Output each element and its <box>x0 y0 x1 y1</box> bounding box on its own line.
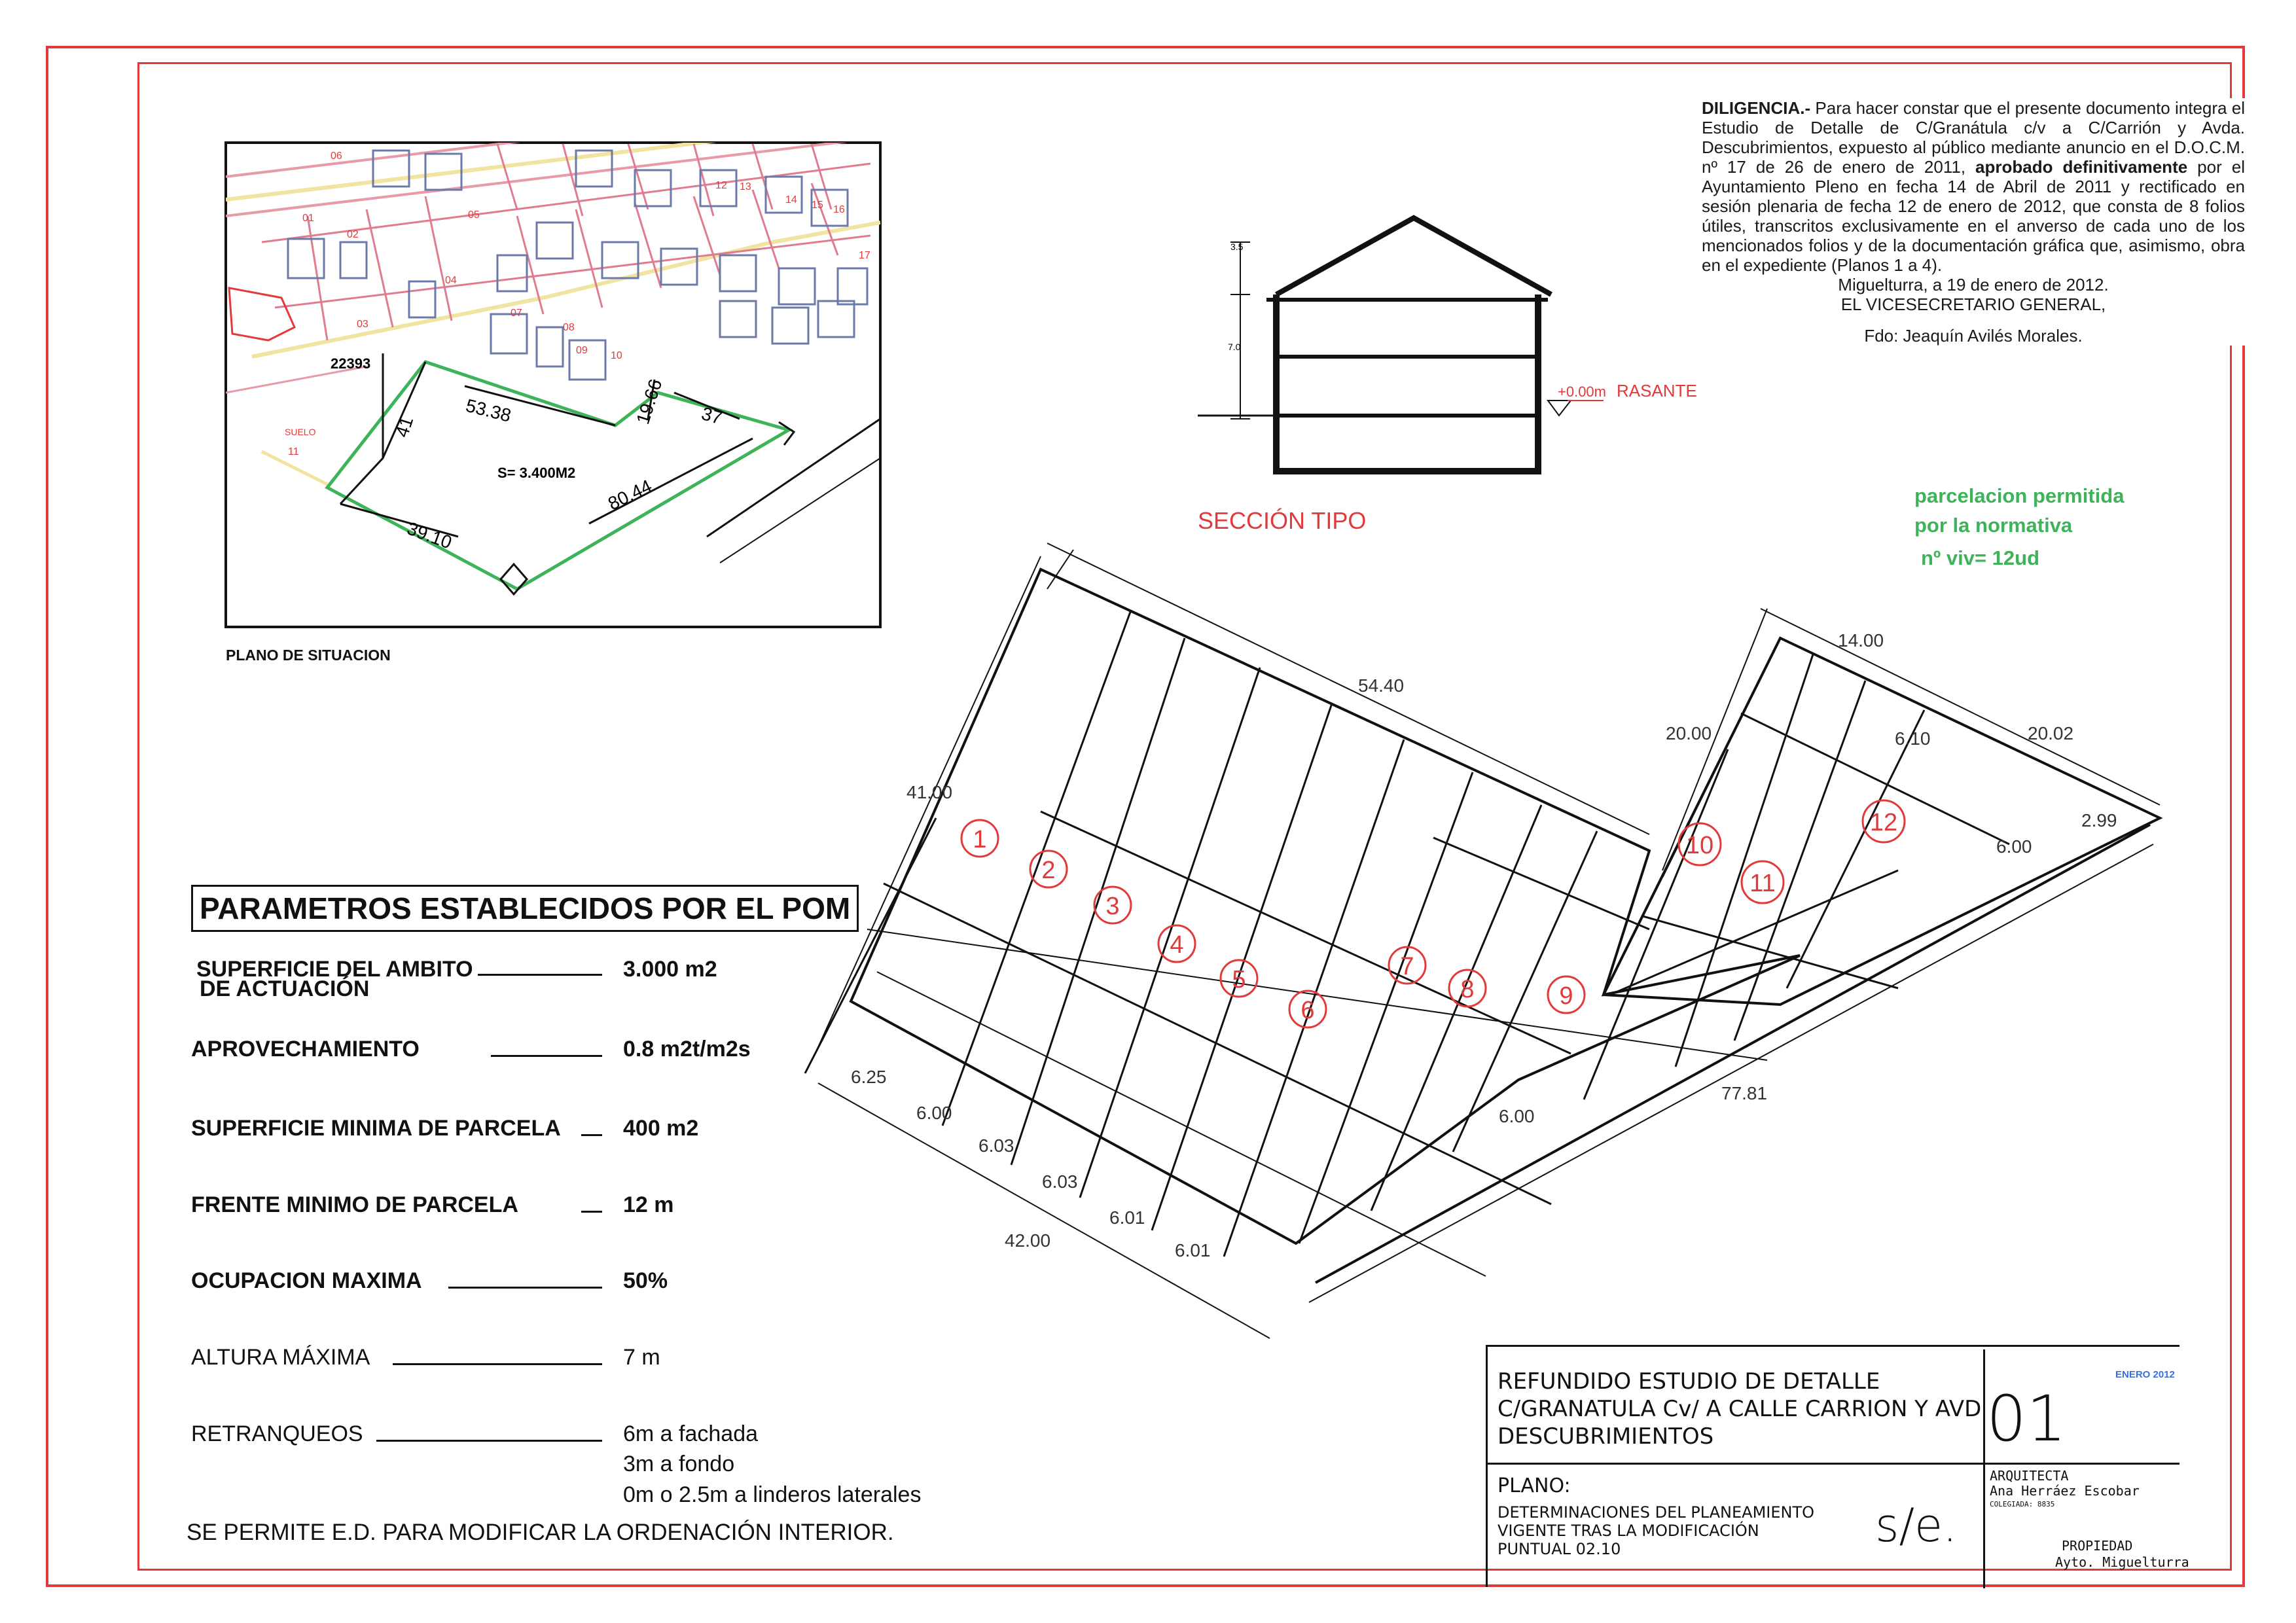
svg-text:12: 12 <box>715 180 727 191</box>
title-block-vline <box>1983 1349 1985 1588</box>
dim-wing-mid: 6.10 <box>1895 728 1931 749</box>
drawing-scale: s/e. <box>1875 1499 1958 1552</box>
project-line-3: DESCUBRIMIENTOS <box>1498 1423 1714 1450</box>
dim-front-6: 6.01 <box>1175 1240 1211 1260</box>
svg-text:9: 9 <box>1559 982 1573 1010</box>
dim-front-2: 6.00 <box>916 1103 952 1123</box>
normativa-line-3: nº viv= 12ud <box>1921 546 2040 569</box>
svg-text:11: 11 <box>288 446 299 457</box>
plan-dimensions <box>851 630 2117 1260</box>
plano-label: PLANO: <box>1498 1474 1571 1497</box>
param-leader-7 <box>376 1440 602 1442</box>
project-line-1: REFUNDIDO ESTUDIO DE DETALLE <box>1498 1368 1880 1395</box>
svg-text:11: 11 <box>1749 870 1776 897</box>
param-label-ocupacion: OCUPACION MAXIMA <box>191 1268 422 1293</box>
lot-8 <box>1449 970 1486 1007</box>
sheet-date: ENERO 2012 <box>2115 1369 2175 1380</box>
svg-text:08: 08 <box>563 322 575 333</box>
dim-front-5: 6.01 <box>1109 1207 1145 1228</box>
diligencia-text-1: Para hacer constar que el presente documento integra el Estudio de Detalle de C/Granátula c/v a C/Carrión y Avda. Descubrimientos, expuesto al público mediante anuncio en el D.O.C.M. nº 17 de 26 de enero de 2011, <box>1702 98 2245 177</box>
plano-line-2: VIGENTE TRAS LA MODIFICACIÓN <box>1498 1522 1759 1540</box>
svg-text:01: 01 <box>302 213 314 224</box>
subdivision-plan <box>805 543 2160 1338</box>
diligencia-approved: aprobado definitivamente <box>1975 157 2188 177</box>
svg-text:03: 03 <box>357 319 368 330</box>
diligencia-signature: Fdo: Jeaquín Avilés Morales. <box>1864 326 2083 346</box>
dim-inner: 6.00 <box>1499 1106 1535 1126</box>
param-label-aprovechamiento: APROVECHAMIENTO <box>191 1037 420 1061</box>
architect-name: Ana Herráez Escobar <box>1990 1483 2140 1499</box>
param-value-retranqueos-3: 0m o 2.5m a linderos laterales <box>623 1482 922 1507</box>
svg-text:05: 05 <box>468 209 480 221</box>
situation-map <box>226 98 880 627</box>
lot-1 <box>961 820 998 857</box>
lot-11 <box>1742 861 1784 903</box>
parcel-id-label: 22393 <box>331 355 371 372</box>
dim-left: 41.00 <box>906 782 953 802</box>
svg-text:06: 06 <box>331 151 342 162</box>
section-rasante-level: +0.00m <box>1558 383 1606 400</box>
lot-6 <box>1289 991 1326 1027</box>
project-line-2: C/GRANATULA Cv/ A CALLE CARRION Y AVD <box>1498 1396 1982 1422</box>
param-label-superficie: SUPERFICIE DEL AMBITO <box>196 957 473 982</box>
situation-map-caption: PLANO DE SITUACION <box>226 647 391 664</box>
param-value-retranqueos-2: 3m a fondo <box>623 1452 735 1476</box>
dim-front-1: 6.25 <box>851 1067 887 1087</box>
param-value-superficie-minima: 400 m2 <box>623 1116 699 1141</box>
lot-4 <box>1158 925 1195 962</box>
param-label-superficie-minima: SUPERFICIE MINIMA DE PARCELA <box>191 1116 561 1141</box>
svg-text:4: 4 <box>1170 931 1184 959</box>
lot-7 <box>1389 947 1426 984</box>
dim-bottom: 42.00 <box>1005 1230 1051 1251</box>
param-leader-6 <box>393 1363 602 1365</box>
normativa-line-1: parcelacion permitida <box>1914 484 2125 507</box>
dim-right-bottom: 77.81 <box>1721 1083 1768 1103</box>
lot-5 <box>1221 960 1257 997</box>
param-leader-5 <box>448 1287 602 1289</box>
param-label-superficie-2: DE ACTUACIÓN <box>200 976 370 1001</box>
param-leader-2 <box>491 1055 602 1057</box>
lot-number-circles <box>961 800 1905 1027</box>
situation-map-frame <box>226 143 880 627</box>
param-value-superficie: 3.000 m2 <box>623 957 717 982</box>
svg-text:09: 09 <box>576 345 588 356</box>
dim-37: 37 <box>699 402 725 429</box>
svg-text:04: 04 <box>445 275 457 286</box>
svg-text:3: 3 <box>1105 893 1120 920</box>
diligencia-lead: DILIGENCIA.- <box>1702 98 1811 118</box>
owner-label: PROPIEDAD <box>2062 1538 2133 1554</box>
lot-10 <box>1679 823 1721 865</box>
param-value-ocupacion: 50% <box>623 1268 668 1293</box>
svg-text:SUELO: SUELO <box>285 427 316 437</box>
sheet-number: 01 <box>1986 1382 2067 1455</box>
section-rasante-label: RASANTE <box>1617 381 1697 401</box>
param-value-aprovechamiento: 0.8 m2t/m2s <box>623 1037 751 1061</box>
param-leader-4 <box>581 1211 602 1213</box>
ordenacion-note: SE PERMITE E.D. PARA MODIFICAR LA ORDENACIÓN INTERIOR. <box>187 1520 894 1545</box>
svg-text:12: 12 <box>1869 809 1898 836</box>
svg-text:16: 16 <box>833 204 845 215</box>
svg-text:1: 1 <box>973 826 987 853</box>
svg-text:10: 10 <box>611 350 622 361</box>
svg-text:7: 7 <box>1400 953 1414 980</box>
svg-text:17: 17 <box>859 250 870 261</box>
dim-top: 54.40 <box>1358 675 1405 696</box>
svg-text:10: 10 <box>1685 832 1714 859</box>
svg-text:14: 14 <box>785 194 797 205</box>
dim-front-4: 6.03 <box>1042 1171 1078 1192</box>
architect-colegiada: COLEGIADA: 8835 <box>1990 1500 2055 1508</box>
owner-name: Ayto. Miguelturra <box>2055 1554 2189 1570</box>
svg-text:15: 15 <box>812 200 823 211</box>
param-leader-3 <box>581 1134 602 1136</box>
diligencia-place-date: Miguelturra, a 19 de enero de 2012. <box>1838 275 2109 294</box>
svg-text:6: 6 <box>1300 997 1315 1024</box>
normativa-line-2: por la normativa <box>1914 514 2073 537</box>
title-block-divider-right <box>1983 1463 2179 1465</box>
architect-role: ARQUITECTA <box>1990 1468 2069 1484</box>
param-label-retranqueos: RETRANQUEOS <box>191 1421 363 1446</box>
dim-wing-right: 20.02 <box>2028 723 2074 743</box>
section-drawing <box>1198 218 1604 471</box>
svg-text:8: 8 <box>1460 976 1475 1003</box>
diligencia-role: EL VICESECRETARIO GENERAL, <box>1840 294 2106 314</box>
param-label-frente: FRENTE MINIMO DE PARCELA <box>191 1192 518 1217</box>
param-label-altura: ALTURA MÁXIMA <box>191 1345 370 1370</box>
param-value-altura: 7 m <box>623 1345 660 1370</box>
dim-tip-depth: 6.00 <box>1996 836 2032 857</box>
section-height-roof: 3.5 <box>1230 241 1244 252</box>
param-value-retranqueos-1: 6m a fachada <box>623 1421 759 1446</box>
dim-80-44: 80.44 <box>605 475 655 514</box>
section-height-walls: 7.0 <box>1228 342 1241 352</box>
svg-text:02: 02 <box>347 229 359 240</box>
plano-line-3: PUNTUAL 02.10 <box>1498 1540 1621 1558</box>
diligencia-text-2: por el Ayuntamiento Pleno en fecha 14 de Abril de 2011 y rectificado en sesión plenaria de fecha 12 de enero de 2012, que consta de 8 folios útiles, transcritos exclusivamente en el anverso de cada uno de los mencionados folios y de la documentación gráfica que, asimismo, obra en el expediente (Planos 1 a 4). <box>1702 157 2245 275</box>
plano-line-1: DETERMINACIONES DEL PLANEAMIENTO <box>1498 1503 1815 1522</box>
param-value-frente: 12 m <box>623 1192 674 1217</box>
dim-wing-left: 20.00 <box>1666 723 1712 743</box>
svg-text:5: 5 <box>1232 966 1246 993</box>
dim-41: 41 <box>391 414 418 440</box>
dim-53-38: 53.38 <box>463 395 514 426</box>
dim-19-66: 19.66 <box>632 376 666 427</box>
lot-9 <box>1548 976 1585 1013</box>
title-block-divider <box>1486 1463 1983 1465</box>
dim-39-10: 39.10 <box>404 518 455 553</box>
section-title: SECCIÓN TIPO <box>1198 507 1367 534</box>
param-leader-1 <box>478 974 602 976</box>
dim-wing-top: 14.00 <box>1838 630 1884 651</box>
lot-3 <box>1094 887 1131 923</box>
svg-text:2: 2 <box>1041 857 1056 884</box>
parcel-area-label: S= 3.400M2 <box>497 465 576 481</box>
svg-text:07: 07 <box>511 308 522 319</box>
parameters-title: PARAMETROS ESTABLECIDOS POR EL POM <box>191 885 859 932</box>
dim-tip: 2.99 <box>2081 810 2117 830</box>
dim-front-3: 6.03 <box>978 1135 1014 1156</box>
svg-text:13: 13 <box>740 181 751 192</box>
